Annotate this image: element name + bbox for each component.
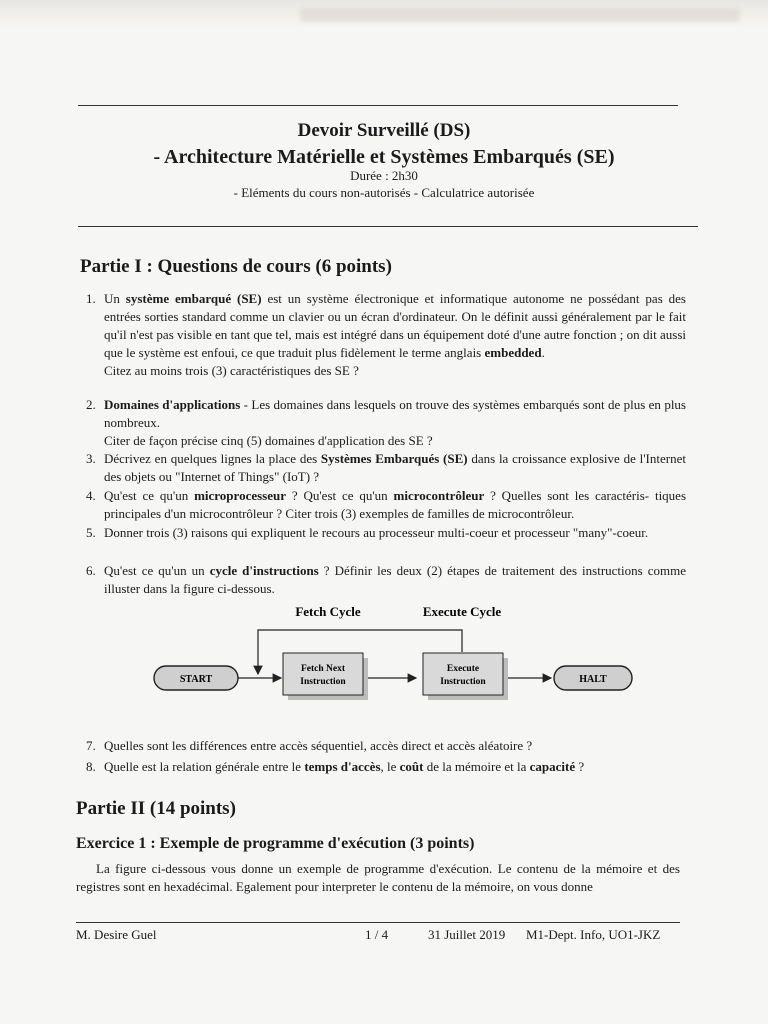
- q1-question: Citez au moins trois (3) caractéristiques des SE ?: [104, 363, 359, 378]
- fetch-node: [283, 653, 363, 695]
- q2-text-c: - Les domaines dans lesquels on trouve des systèmes embarqués sont de plus en plus nombreux.: [104, 397, 686, 430]
- fetch-label-2: Instruction: [300, 677, 346, 687]
- execute-label-1: Execute: [446, 664, 480, 674]
- fetch-cycle-label: Fetch Cycle: [295, 604, 361, 619]
- execute-node: [423, 653, 503, 695]
- page-top-edge: [0, 0, 768, 28]
- q2-question: Citer de façon précise cinq (5) domaines d'application des SE ?: [104, 433, 433, 448]
- q1-term-se: système embarqué (SE): [125, 291, 262, 306]
- question-number: 6.: [86, 563, 96, 578]
- question-number: 1.: [86, 291, 96, 306]
- q8-text-h: ?: [575, 759, 585, 774]
- fetch-label-1: Fetch Next: [300, 664, 346, 674]
- question-2: [86, 396, 686, 450]
- paper-smudge: [300, 8, 740, 22]
- q8-text-e: de la mémoire et la: [423, 759, 530, 774]
- execute-label-2: Instruction: [440, 677, 486, 687]
- question-8: [86, 758, 686, 776]
- q8-term-access-time: temps d'accès: [304, 759, 381, 774]
- q1-text-a: Un: [104, 291, 126, 306]
- course-title: - Architecture Matérielle et Systèmes Embarqués (SE): [153, 146, 615, 168]
- footer-date: 31 Juillet 2019: [428, 927, 506, 942]
- exercise1-text: [76, 860, 680, 896]
- q6-text-a: Qu'est ce qu'un un: [104, 563, 210, 578]
- q1-text-e: .: [541, 345, 545, 360]
- q4-text-e: ? Quelles sont les caractéris- tiques principales d'un microcontrôleur ? Citer trois (3) exemples de familles de microcontrôleur.: [104, 488, 687, 521]
- q2-term-domains: Domaines d'applications: [104, 397, 241, 412]
- question-7: [86, 737, 686, 755]
- q3-term-se: Systèmes Embarqués (SE): [320, 451, 468, 466]
- part2-title: Partie II (14 points): [76, 798, 236, 819]
- footer-dept: M1-Dept. Info, UO1-JKZ: [526, 927, 661, 942]
- q6-text-c: ? Définir les deux (2) étapes de traitement des instructions comme illuster dans la figure ci-dessous.: [104, 563, 686, 596]
- instruction-cycle-diagram: [140, 598, 640, 718]
- question-number: 5.: [86, 525, 96, 540]
- q8-term-capacity: capacité: [529, 759, 576, 774]
- q8-text-c: , le: [380, 759, 400, 774]
- exam-title: Devoir Surveillé (DS): [297, 120, 471, 141]
- part1-title: Partie I : Questions de cours (6 points): [80, 256, 392, 277]
- q3-text-c: dans la croissance explosive de l'Internet des objets ou "Internet of Things" (IoT) ?: [104, 451, 686, 484]
- question-number: 8.: [86, 759, 96, 774]
- q5-text-a: Donner trois (3) raisons qui expliquent le recours au processeur multi-coeur et processeur "many"-coeur.: [104, 525, 649, 540]
- question-5: [86, 524, 686, 542]
- question-number: 3.: [86, 451, 96, 466]
- q1-text-c: est un système électronique et informatique autonome ne possédant pas des entrées sorties standard comme un clavier ou un écran d'ordinateur. On le définit aussi généralement par le fait qu'il n'est pas visible en tant que tel, mais est intégré dans un équipement doté d'une autre fonction ; on dit aussi que le système est enfoui, ce que traduit plus fidèlement le terme anglais: [104, 291, 686, 360]
- start-label: START: [179, 674, 213, 685]
- question-3: [86, 450, 686, 486]
- exam-duration: Durée : 2h30: [350, 168, 418, 183]
- header-rule-bottom: [78, 226, 698, 227]
- q4-text-c: ? Qu'est ce qu'un: [286, 488, 394, 503]
- question-6: [86, 562, 686, 598]
- halt-label: HALT: [579, 674, 607, 685]
- footer-author: M. Desire Guel: [76, 927, 157, 942]
- exercise1-title: Exercice 1 : Exemple de programme d'exécution (3 points): [76, 835, 475, 852]
- header-rule-top: [78, 105, 678, 106]
- question-number: 7.: [86, 738, 96, 753]
- q4-term-microcontroller: microcontrôleur: [393, 488, 485, 503]
- q6-term-cycle: cycle d'instructions: [209, 563, 319, 578]
- q7-text-a: Quelles sont les différences entre accès séquentiel, accès direct et accès aléatoire ?: [104, 738, 533, 753]
- footer-rule: [76, 922, 680, 923]
- execute-cycle-label: Execute Cycle: [422, 604, 502, 619]
- q8-text-a: Quelle est la relation générale entre le: [104, 759, 305, 774]
- q4-term-microprocessor: microprocesseur: [194, 488, 287, 503]
- q4-text-a: Qu'est ce qu'un: [104, 488, 195, 503]
- exercise1-paragraph: La figure ci-dessous vous donne un exemple de programme d'exécution. Le contenu de la mémoire et des registres sont en hexadécimal. Egalement pour interpreter le contenu de la mémoire, on vous donne: [76, 861, 680, 894]
- question-4: [86, 487, 686, 523]
- q3-text-a: Décrivez en quelques lignes la place des: [104, 451, 321, 466]
- question-number: 4.: [86, 488, 96, 503]
- question-number: 2.: [86, 397, 96, 412]
- q8-term-cost: coût: [399, 759, 424, 774]
- footer-page: 1 / 4: [365, 927, 389, 942]
- exam-rules: - Eléments du cours non-autorisés - Calculatrice autorisée: [233, 185, 535, 200]
- question-1: [86, 290, 686, 380]
- q1-term-embedded: embedded: [484, 345, 542, 360]
